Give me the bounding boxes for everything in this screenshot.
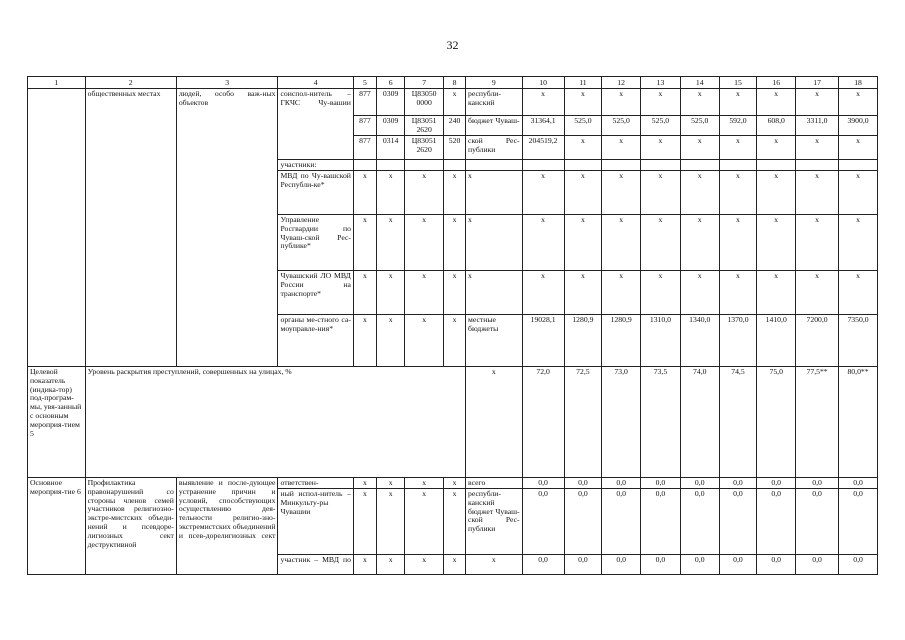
participants-label: участники:	[278, 159, 353, 170]
table-cell: x	[466, 270, 523, 314]
table-cell: 0,0	[564, 554, 602, 574]
table-cell: x	[564, 214, 602, 270]
table-cell: республи-канский	[466, 89, 523, 116]
table-cell: x	[353, 554, 376, 574]
table-cell: x	[353, 270, 376, 314]
table-cell: x	[641, 270, 681, 314]
table-cell: x	[376, 554, 404, 574]
table-cell: x	[376, 214, 404, 270]
table-cell	[376, 159, 404, 170]
table-cell: x	[680, 214, 719, 270]
table-cell: x	[564, 135, 602, 159]
table-cell: x	[522, 89, 564, 116]
target-value: 72,0	[522, 366, 564, 477]
table-cell: 0,0	[757, 477, 796, 488]
table-cell: x	[376, 314, 404, 366]
table-cell: x	[719, 170, 757, 214]
table-cell: 0,0	[641, 554, 681, 574]
table-cell: x	[376, 270, 404, 314]
table-cell: x	[353, 488, 376, 554]
table-cell: 525,0	[602, 116, 641, 136]
table-cell: x	[796, 89, 839, 116]
table-cell: x	[466, 366, 523, 477]
main-measure-label: Основное мероприя-тие 6	[28, 477, 86, 574]
table-cell: x	[839, 89, 878, 116]
table-cell: x	[444, 214, 466, 270]
table-cell: x	[796, 135, 839, 159]
table-cell: x	[564, 270, 602, 314]
table-cell: 19028,1	[522, 314, 564, 366]
table-cell: x	[796, 270, 839, 314]
table-cell: 877	[353, 135, 376, 159]
table-cell: 3900,0	[839, 116, 878, 136]
header-cell: 18	[839, 77, 878, 89]
executor-label: соиспол-нитель – ГКЧС Чу-вашии	[278, 89, 353, 160]
table-cell: 520	[444, 135, 466, 159]
table-cell: x	[839, 135, 878, 159]
table-cell: 1410,0	[757, 314, 796, 366]
table-cell: x	[405, 554, 444, 574]
table-cell: x	[376, 170, 404, 214]
table-cell: x	[376, 477, 404, 488]
table-cell: x	[602, 170, 641, 214]
table-cell: x	[353, 477, 376, 488]
target-value: 80,0**	[839, 366, 878, 477]
table-cell: 1340,0	[680, 314, 719, 366]
measure-description: выявление и после-дующее устранение причин и условий, способствующих осуществлению дея-тельности религио-зно-экстремистских объединений и псев-дорелигиозных сект	[176, 477, 278, 574]
header-cell: 10	[522, 77, 564, 89]
participant-name: органы ме-стного са-моуправле-ния*	[278, 314, 353, 366]
table-cell: x	[405, 170, 444, 214]
table-cell: x	[522, 170, 564, 214]
target-indicator-label: Целевой показатель (индика-тор) под-програм-мы, увя-занный с основным мероприя-тием 5	[28, 366, 86, 477]
table-cell: 0,0	[757, 554, 796, 574]
table-cell: x	[757, 214, 796, 270]
table-cell: x	[641, 135, 681, 159]
table-cell: 592,0	[719, 116, 757, 136]
participant-name: Чувашский ЛО МВД России на транспорте*	[278, 270, 353, 314]
table-cell: x	[796, 170, 839, 214]
table-cell: x	[522, 270, 564, 314]
table-cell: 0,0	[641, 488, 681, 554]
table-cell: 0314	[376, 135, 404, 159]
table-cell: x	[641, 89, 681, 116]
table-cell: x	[444, 314, 466, 366]
table-cell: 3311,0	[796, 116, 839, 136]
table-cell: x	[405, 270, 444, 314]
table-cell: x	[839, 270, 878, 314]
target-value: 77,5**	[796, 366, 839, 477]
table-cell: 1280,9	[602, 314, 641, 366]
table-cell: 0,0	[839, 554, 878, 574]
table-cell: x	[466, 170, 523, 214]
header-cell: 6	[376, 77, 404, 89]
table-cell: x	[405, 214, 444, 270]
table-cell: 608,0	[757, 116, 796, 136]
table-cell: x	[466, 554, 523, 574]
table-cell: 0,0	[564, 477, 602, 488]
table-cell: x	[353, 314, 376, 366]
table-cell: x	[564, 170, 602, 214]
table-cell: 0,0	[680, 554, 719, 574]
table-cell: республи-канский бюджет Чуваш-ской Рес-публики	[466, 488, 523, 554]
table-cell: 240	[444, 116, 466, 136]
table-cell: 525,0	[680, 116, 719, 136]
target-indicator-text: Уровень раскрытия преступлений, совершенных на улицах, %	[85, 366, 465, 477]
table-cell: x	[444, 170, 466, 214]
table-cell: x	[602, 270, 641, 314]
table-cell: x	[680, 89, 719, 116]
table-cell: Ц83050 0000	[405, 89, 444, 116]
header-row	[28, 77, 878, 89]
table-cell: 7350,0	[839, 314, 878, 366]
target-value: 73,0	[602, 366, 641, 477]
header-cell: 8	[444, 77, 466, 89]
table-cell: 0,0	[719, 488, 757, 554]
target-value: 74,0	[680, 366, 719, 477]
table-cell: 525,0	[641, 116, 681, 136]
header-cell: 3	[176, 77, 278, 89]
table-cell: 0,0	[602, 554, 641, 574]
header-cell: 13	[641, 77, 681, 89]
table-cell	[680, 159, 719, 170]
participant-name: МВД по Чу-вашской Республи-ке*	[278, 170, 353, 214]
header-cell: 15	[719, 77, 757, 89]
table-cell: 0309	[376, 89, 404, 116]
table-cell: 0,0	[796, 477, 839, 488]
header-cell: 14	[680, 77, 719, 89]
executor-label: ответствен-	[278, 477, 353, 488]
table-cell: x	[444, 477, 466, 488]
table-cell: x	[839, 170, 878, 214]
table-cell: x	[522, 214, 564, 270]
table-cell: 0,0	[522, 554, 564, 574]
budget-table	[27, 76, 878, 575]
measure-name: Профилактика правонарушений со стороны членов семей участников религиозно-экстре-мистских объеди-нений и псевдоре-лигиозных сект деструктивной	[85, 477, 176, 574]
table-cell	[641, 159, 681, 170]
table-cell: x	[719, 214, 757, 270]
table-cell: 0,0	[839, 488, 878, 554]
table-cell	[602, 159, 641, 170]
header-cell: 5	[353, 77, 376, 89]
header-cell: 17	[796, 77, 839, 89]
table-cell	[353, 159, 376, 170]
table-cell: 877	[353, 89, 376, 116]
table-cell: 0,0	[719, 554, 757, 574]
table-cell: x	[405, 488, 444, 554]
table-cell: x	[680, 135, 719, 159]
table-cell: 204519,2	[522, 135, 564, 159]
table-cell: 0,0	[522, 477, 564, 488]
table-cell: 0,0	[680, 477, 719, 488]
header-cell: 12	[602, 77, 641, 89]
table-cell: Ц83051 2620	[405, 116, 444, 136]
header-cell: 9	[466, 77, 523, 89]
table-cell	[719, 159, 757, 170]
table-cell: 0,0	[564, 488, 602, 554]
table-cell: 0,0	[602, 488, 641, 554]
table-cell: 1310,0	[641, 314, 681, 366]
table-cell: x	[353, 214, 376, 270]
table-cell: 1280,9	[564, 314, 602, 366]
table-cell	[444, 159, 466, 170]
table-cell: x	[564, 89, 602, 116]
table-cell: x	[444, 270, 466, 314]
table-cell: x	[757, 89, 796, 116]
table-cell: 0,0	[641, 477, 681, 488]
table-cell: x	[444, 554, 466, 574]
header-cell: 1	[28, 77, 86, 89]
header-cell: 4	[278, 77, 353, 89]
measure-name: общественных местах	[85, 89, 176, 367]
table-cell: x	[757, 270, 796, 314]
table-cell	[564, 159, 602, 170]
table-cell: x	[444, 488, 466, 554]
participant-name: участник – МВД по	[278, 554, 353, 574]
header-cell: 2	[85, 77, 176, 89]
table-cell	[839, 159, 878, 170]
target-row	[28, 366, 878, 477]
table-cell: 0,0	[757, 488, 796, 554]
table-cell: 0,0	[796, 554, 839, 574]
table-cell: x	[641, 214, 681, 270]
table-cell: x	[444, 89, 466, 116]
table-cell	[796, 159, 839, 170]
header-cell: 11	[564, 77, 602, 89]
table-cell: 0,0	[719, 477, 757, 488]
table-cell: x	[602, 214, 641, 270]
table-cell: x	[405, 314, 444, 366]
table-cell: x	[641, 170, 681, 214]
table-cell: x	[602, 135, 641, 159]
table-cell: Ц83051 2620	[405, 135, 444, 159]
target-value: 74,5	[719, 366, 757, 477]
table-cell: 1370,0	[719, 314, 757, 366]
table-cell: местные бюджеты	[466, 314, 523, 366]
table-cell: x	[796, 214, 839, 270]
table-cell: ской Рес-публики	[466, 135, 523, 159]
table-cell: 31364,1	[522, 116, 564, 136]
table-cell: 0,0	[680, 488, 719, 554]
table-cell: x	[405, 477, 444, 488]
header-cell: 16	[757, 77, 796, 89]
target-value: 73,5	[641, 366, 681, 477]
table-cell: 0,0	[796, 488, 839, 554]
table-row	[28, 89, 878, 116]
table-cell: x	[719, 89, 757, 116]
target-value: 75,0	[757, 366, 796, 477]
table-cell: x	[376, 488, 404, 554]
table-cell: 0,0	[522, 488, 564, 554]
table-cell: 877	[353, 116, 376, 136]
measure-description: людей, особо важ-ных объектов	[176, 89, 278, 367]
table-cell	[405, 159, 444, 170]
table-cell: x	[680, 170, 719, 214]
table-cell: 0,0	[839, 477, 878, 488]
table-row	[28, 477, 878, 488]
page-number: 32	[446, 38, 459, 52]
table-cell: x	[719, 135, 757, 159]
table-cell	[522, 159, 564, 170]
table-cell: x	[757, 170, 796, 214]
table-cell: 525,0	[564, 116, 602, 136]
executor-label: ный испол-нитель – Минкульту-ры Чувашии	[278, 488, 353, 554]
empty-cell	[28, 89, 86, 367]
target-value: 72,5	[564, 366, 602, 477]
header-cell: 7	[405, 77, 444, 89]
table-cell: x	[466, 214, 523, 270]
table-cell	[757, 159, 796, 170]
table-cell: x	[719, 270, 757, 314]
table-cell: 0,0	[602, 477, 641, 488]
table-cell	[466, 159, 523, 170]
participant-name: Управление Росгвардии по Чуваш-ской Рес-публике*	[278, 214, 353, 270]
table-cell: x	[353, 170, 376, 214]
table-cell: x	[757, 135, 796, 159]
table-cell: x	[602, 89, 641, 116]
table-cell: бюджет Чуваш-	[466, 116, 523, 136]
table-cell: x	[839, 214, 878, 270]
table-cell: x	[680, 270, 719, 314]
table-cell: 0309	[376, 116, 404, 136]
table-cell: всего	[466, 477, 523, 488]
table-cell: 7200,0	[796, 314, 839, 366]
